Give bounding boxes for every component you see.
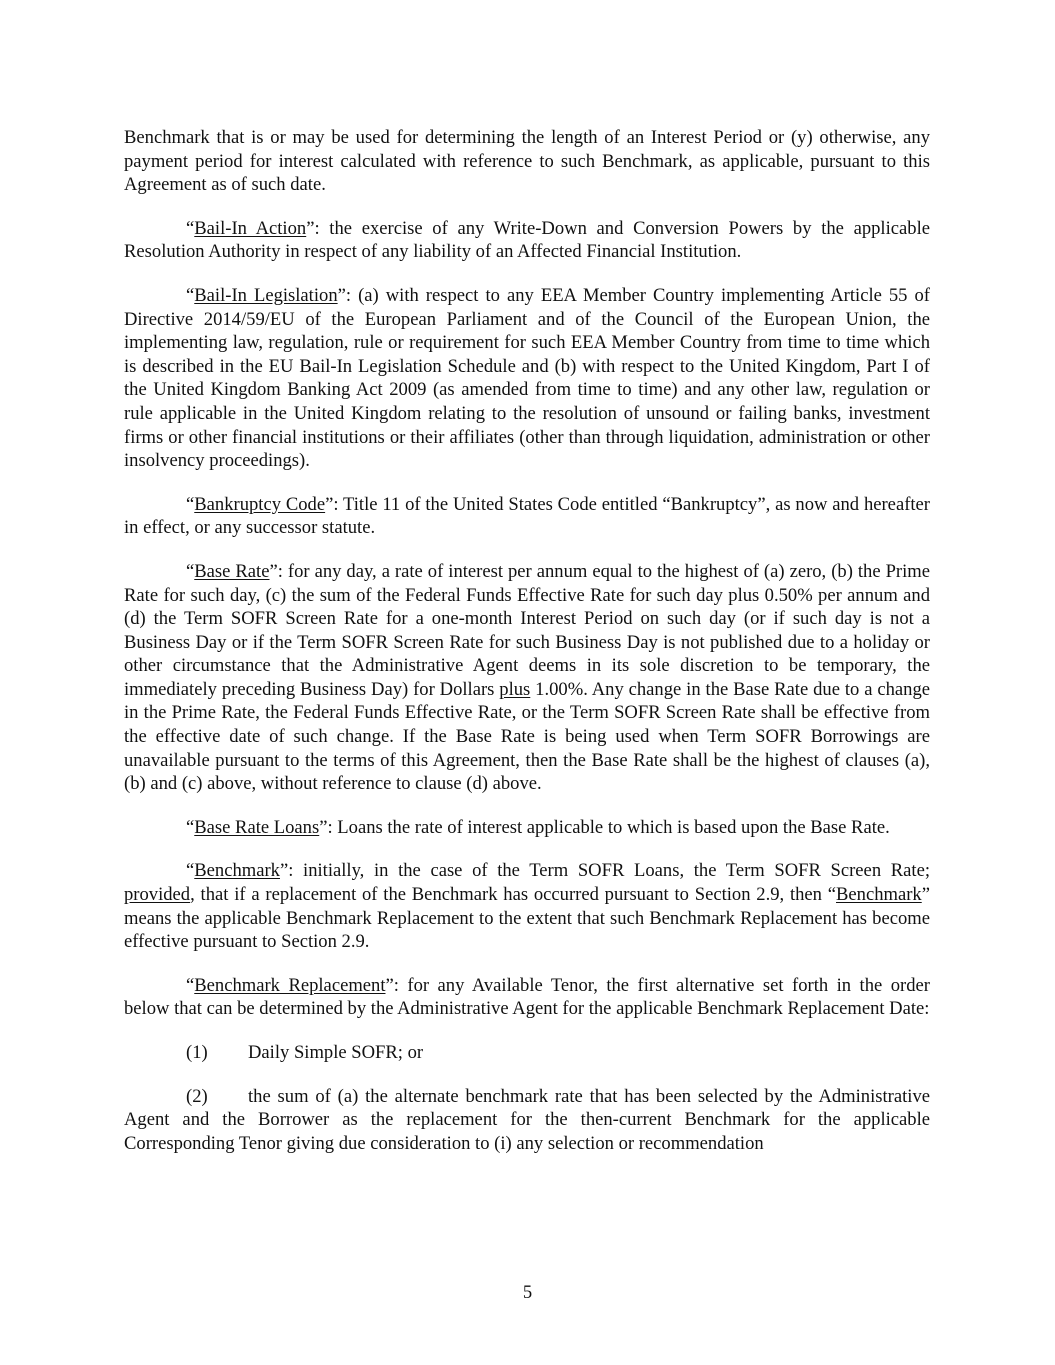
definition-text: ”: Loans the rate of interest applicable to which is based upon the Base Rate.: [319, 816, 890, 838]
list-item-text: Daily Simple SOFR; or: [248, 1042, 424, 1063]
definition-text: ”: (a) with respect to any EEA Member Country implementing Article 55 of Directive 2014/59/EU of the European Parliament and of the Council of the European Union, the implementing law, regulation, rule or requirement for such EEA Member Country from time to time which is described in the EU Bail-In Legislation Schedule and (b) with respect to the United Kingdom, Part I of the United Kingdom Banking Act 2009 (as amended from time to time) and any other law, regulation or rule applicable in the United Kingdom relating to the resolution of unsound or failing banks, investment firms or other financial institutions or their affiliates (other than through liquidation, administration or other insolvency proceedings).: [124, 284, 930, 472]
definition-benchmark-replacement: [124, 974, 930, 1021]
list-item-1: [124, 1041, 930, 1065]
defined-term: Benchmark Replacement: [194, 974, 386, 996]
definition-text: ”: Title 11 of the United States Code entitled “Bankruptcy”, as now and hereafter in effect, or any successor statute.: [124, 493, 930, 539]
open-quote: “: [186, 974, 195, 996]
open-quote: “: [186, 217, 195, 239]
definition-text: 1.00%. Any change in the Base Rate due to a change in the Prime Rate, the Federal Funds Effective Rate, or the Term SOFR Screen Rate shall be effective from the effective date of such change. If the Base Rate is being used when Term SOFR Borrowings are unavailable pursuant to the terms of this Agreement, then the Base Rate shall be the highest of clauses (a), (b) and (c) above, without reference to clause (d) above.: [124, 678, 930, 795]
open-quote: “: [186, 493, 195, 515]
defined-term: Base Rate: [194, 560, 270, 582]
definition-base-rate: [124, 560, 930, 796]
definition-text: ”: the exercise of any Write-Down and Conversion Powers by the applicable Resolution Authority in respect of any liability of an Affected Financial Institution.: [124, 217, 930, 263]
page-number: 5: [522, 1282, 533, 1303]
definition-bail-in-legislation: [124, 284, 930, 473]
definition-bail-in-action: [124, 217, 930, 264]
definition-text: ” means the applicable Benchmark Replacement to the extent that such Benchmark Replacement has become effective pursuant to Section 2.9.: [124, 884, 930, 953]
open-quote: “: [186, 560, 195, 582]
paragraph-text: Benchmark that is or may be used for determining the length of an Interest Period or (y) otherwise, any payment period for interest calculated with reference to such Benchmark, as applicable, pursuant to this Agreement as of such date.: [124, 127, 930, 196]
paragraph-benchmark-continuation: [124, 126, 930, 197]
definition-text: ”: for any day, a rate of interest per annum equal to the highest of (a) zero, (b) the Prime Rate for such day, (c) the sum of the Federal Funds Effective Rate for such day plus 0.50% per annum and (d) the Term SOFR Screen Rate for a one-month Interest Period on such day (or if such day is not a Business Day or if the Term SOFR Screen Rate for such Business Day is not published due to a holiday or other circumstance that the Administrative Agent deems in its sole discretion to be temporary, the immediately preceding Business Day) for Dollars: [124, 560, 930, 700]
list-item-2: [124, 1085, 930, 1156]
underlined-word-provided: provided: [124, 884, 191, 906]
list-item-number: (1): [186, 1042, 208, 1063]
definition-text: ”: initially, in the case of the Term SOFR Loans, the Term SOFR Screen Rate;: [279, 860, 930, 882]
list-item-number: (2): [186, 1085, 208, 1107]
open-quote: “: [186, 284, 195, 306]
defined-term: Bail-In Action: [194, 217, 307, 239]
defined-term: Bankruptcy Code: [194, 493, 326, 515]
definition-benchmark: [124, 859, 930, 953]
underlined-word-plus: plus: [499, 678, 531, 700]
defined-term: Bail-In Legislation: [194, 284, 338, 306]
definition-text: , that if a replacement of the Benchmark has occurred pursuant to Section 2.9, then “: [190, 884, 837, 906]
list-item-text: the sum of (a) the alternate benchmark rate that has been selected by the Administrative Agent and the Borrower as the replacement for the then-current Benchmark for the applicable Corresponding Tenor giving due consideration to (i) any selection or recommendation: [124, 1085, 930, 1154]
open-quote: “: [186, 816, 195, 838]
open-quote: “: [186, 860, 195, 882]
definition-text: ”: for any Available Tenor, the first alternative set forth in the order below that can be determined by the Administrative Agent for the applicable Benchmark Replacement Date:: [124, 974, 930, 1020]
definition-base-rate-loans: [124, 816, 930, 840]
defined-term-repeat: Benchmark: [836, 884, 922, 906]
document-page: [124, 126, 930, 1175]
definition-bankruptcy-code: [124, 493, 930, 540]
defined-term: Benchmark: [194, 860, 280, 882]
defined-term: Base Rate Loans: [194, 816, 320, 838]
